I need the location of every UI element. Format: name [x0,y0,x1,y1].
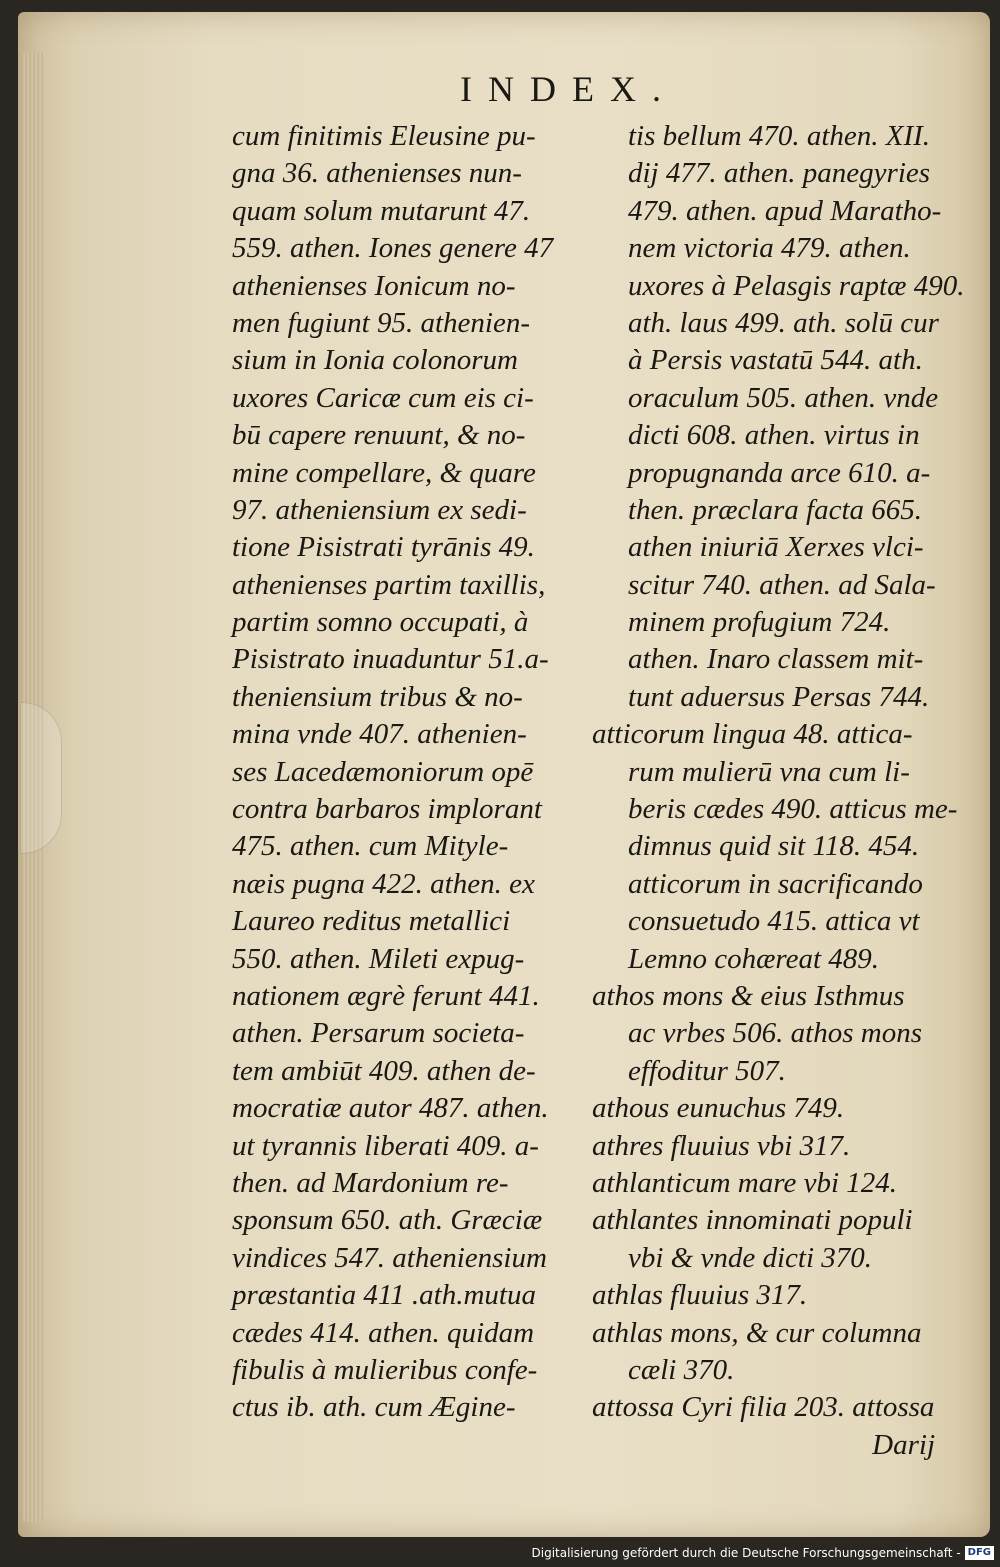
index-line: mina vnde 407. athenien- [232,718,527,751]
index-line: vbi & vnde dicti 370. [628,1241,873,1274]
index-line: theniensium tribus & no- [232,680,523,713]
index-line: ac vrbes 506. athos mons [628,1017,923,1050]
index-line: cæli 370. [628,1353,735,1386]
index-line: bū capere renuunt, & no- [232,419,526,452]
index-line: athous eunuchus 749. [592,1092,845,1125]
catchword: Darij [872,1428,935,1461]
digitization-credit [532,1543,995,1563]
index-line: mocratiæ autor 487. athen. [232,1092,549,1125]
index-line: ut tyrannis liberati 409. a- [232,1129,539,1162]
index-line: quam solum mutarunt 47. [232,194,531,227]
index-line: fibulis à mulieribus confe- [232,1353,538,1386]
index-line: minem profugium 724. [628,606,891,639]
index-line: athenienses partim taxillis, [232,568,546,601]
credit-text: Digitalisierung gefördert durch die Deutsche Forschungsgemeinschaft - [531,1546,961,1560]
index-line: Laureo reditus metallici [232,905,511,938]
index-line: athlanticum mare vbi 124. [592,1166,897,1199]
index-line: attossa Cyri filia 203. attossa [592,1391,935,1424]
index-line: næis pugna 422. athen. ex [232,867,535,900]
index-line: tione Pisistrati tyrānis 49. [232,531,535,564]
index-line: consuetudo 415. attica vt [628,905,920,938]
index-line: sponsum 650. ath. Græciæ [232,1204,543,1237]
index-line: Lemno cohæreat 489. [628,942,880,975]
index-column-right [592,118,965,1464]
index-line: athen iniuriā Xerxes vlci- [628,531,924,564]
index-line: atticorum lingua 48. attica- [592,718,913,751]
index-line: ath. laus 499. ath. solū cur [628,306,939,339]
index-line: athen. Persarum societa- [232,1017,525,1050]
index-line: contra barbaros implorant [232,793,542,826]
index-line: nem victoria 479. athen. [628,232,911,265]
index-line: mine compellare, & quare [232,456,536,489]
index-line: athlas mons, & cur columna [592,1316,922,1349]
index-line: 97. atheniensium ex sedi- [232,493,527,526]
index-line: præstantia 411 .ath.mutua [232,1279,536,1312]
index-line: 550. athen. Mileti expug- [232,942,525,975]
index-line: cum finitimis Eleusine pu- [232,120,536,152]
clip-mark [20,702,62,854]
index-column-left [232,118,577,1427]
index-line: 559. athen. Iones genere 47 [232,232,554,265]
index-line: ctus ib. ath. cum Ægine- [232,1391,516,1424]
index-line: ses Lacedæmoniorum opē [232,755,534,788]
index-line: athenienses Ionicum no- [232,269,516,302]
dfg-logo: DFG [965,1546,994,1560]
index-line: effoditur 507. [628,1054,786,1087]
index-line: Pisistrato inuaduntur 51.a- [232,643,549,676]
index-line: athres fluuius vbi 317. [592,1129,851,1162]
index-line: dimnus quid sit 118. 454. [628,830,920,863]
index-line: athos mons & eius Isthmus [592,979,905,1012]
index-line: uxores à Pelasgis raptæ 490. [628,269,965,302]
index-line: vindices 547. atheniensium [232,1241,547,1274]
index-line: men fugiunt 95. athenien- [232,306,531,339]
index-line: cædes 414. athen. quidam [232,1316,535,1349]
index-line: athlantes innominati populi [592,1204,913,1237]
index-line: propugnanda arce 610. a- [628,456,931,489]
page-header: INDEX. [460,69,677,109]
index-line: athen. Inaro classem mit- [628,643,924,676]
index-line: beris cædes 490. atticus me- [628,793,958,826]
index-line: tem ambiūt 409. athen de- [232,1054,536,1087]
index-line: sium in Ionia colonorum [232,344,518,377]
index-line: 479. athen. apud Maratho- [628,194,942,227]
index-line: athlas fluuius 317. [592,1279,808,1312]
index-line: tunt aduersus Persas 744. [628,680,930,713]
index-line: nationem ægrè ferunt 441. [232,979,540,1012]
index-line: atticorum in sacrificando [628,867,923,900]
index-line: uxores Caricæ cum eis ci- [232,381,534,414]
index-line: oraculum 505. athen. vnde [628,381,939,414]
index-line: partim somno occupati, à [232,606,529,639]
index-line: gna 36. athenienses nun- [232,157,522,190]
index-line: tis bellum 470. athen. XII. [628,120,931,152]
index-line: dicti 608. athen. virtus in [628,419,920,452]
index-line: scitur 740. athen. ad Sala- [628,568,936,601]
index-line: 475. athen. cum Mityle- [232,830,509,863]
index-line: dij 477. athen. panegyries [628,157,931,190]
index-line: then. præclara facta 665. [628,493,923,526]
index-line: then. ad Mardonium re- [232,1166,509,1199]
index-line: rum mulierū vna cum li- [628,755,910,788]
index-line: à Persis vastatū 544. ath. [628,344,923,377]
